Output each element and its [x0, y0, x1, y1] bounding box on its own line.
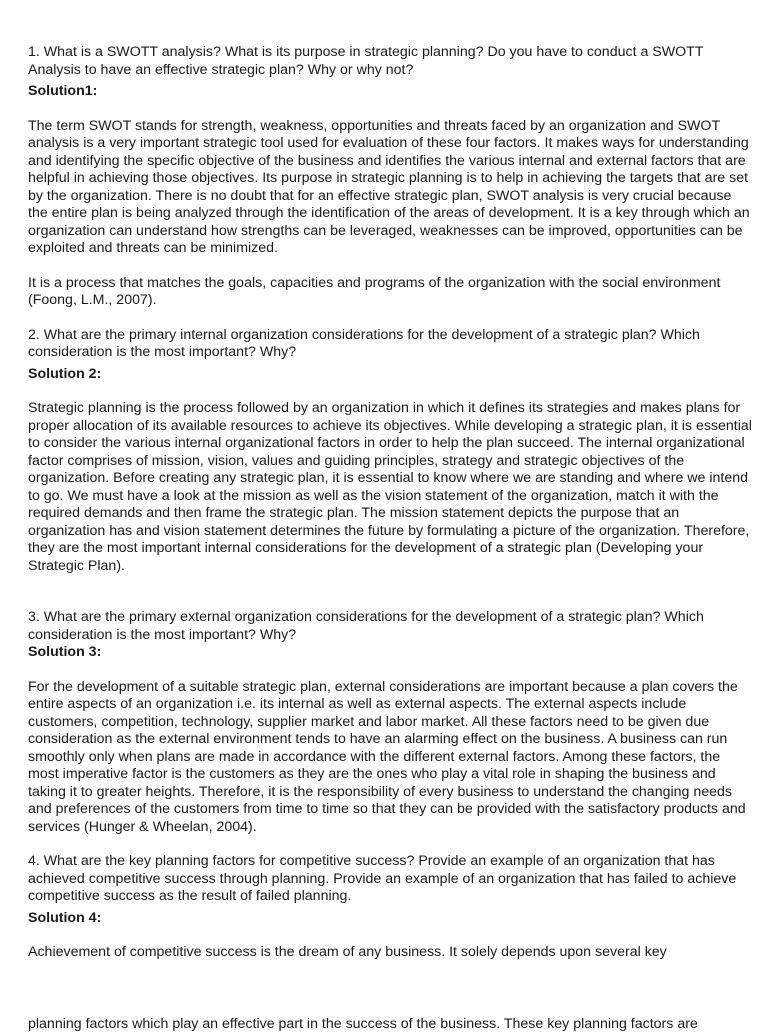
solution-1-label: Solution1:: [28, 83, 98, 99]
solution-3-paragraph-1: For the development of a suitable strategic plan, external considerations are important because a plan covers the entire aspects of an organization i.e. its internal as well as external aspects. The external aspects include customers, competition, technology, supplier market and labor market. All these factors need to be given due consideration as the external environment tends to have an alarming effect on the business. A business can run smoothly only when plans are made in accordance with the different external factors. Among these factors, the most imperative factor is the customers as they are the ones who play a vital role in shaping the business and taking it to greater heights. Therefore, it is the responsibility of every business to understand the changing needs and preferences of the customers from time to time so that they can be provided with the satisfactory products and services (Hunger & Wheelan, 2004).: [28, 678, 746, 835]
document-body: [28, 44, 753, 962]
solution-2-label: Solution 2:: [28, 365, 102, 382]
blank-line: [28, 592, 753, 609]
question-1: 1. What is a SWOTT analysis? What is its purpose in strategic planning? Do you have to conduct a SWOTT Analysis to have an effective strategic plan? Why or why not?: [28, 44, 704, 78]
solution-1-paragraph-1: The term SWOT stands for strength, weakness, opportunities and threats faced by an organization and SWOT analysis is a very important strategic tool used for evaluation of these four factors. It makes ways for understanding and identifying the specific objective of the business and identifies the various internal and external factors that are helpful in achieving those objectives. Its purpose in strategic planning is to help in achieving the targets that are set by the organization. There is no doubt that for an effective strategic plan, SWOT analysis is very crucial because the entire plan is being analyzed through the identification of the areas of development. It is a key through which an organization can understand how strengths can be leveraged, weaknesses can be improved, opportunities can be exploited and threats can be minimized.: [28, 117, 750, 256]
solution-3-label: Solution 3:: [28, 644, 102, 660]
question-2: 2. What are the primary internal organization considerations for the development of a strategic plan? Which consideration is the most important? Why?: [28, 326, 700, 360]
solution-4-paragraph-2: planning factors which play an effective part in the success of the business. These key planning factors are: [28, 1016, 698, 1032]
solution-1-paragraph-2: It is a process that matches the goals, capacities and programs of the organization with the social environment (Foong, L.M., 2007).: [28, 274, 721, 308]
solution-2-paragraph-1: Strategic planning is the process followed by an organization in which it defines its strategies and makes plans for proper allocation of its available resources to achieve its objectives. While developing a strategic plan, it is essential to consider the various internal organizational factors in order to help the plan succeed. The internal organizational factor comprises of mission, vision, values and guiding principles, strategy and strategic objectives of the organization. Before creating any strategic plan, it is essential to know where we are standing and where we intend to go. We must have a look at the mission as well as the vision statement of the organization, match it with the required demands and then frame the strategic plan. The mission statement depicts the purpose that an organization has and vision statement determines the future by formulating a picture of the organization. Therefore, they are the most important internal considerations for the development of a strategic plan (Developing your Strategic Plan).: [28, 400, 752, 574]
solution-4-label: Solution 4:: [28, 909, 102, 926]
question-4: 4. What are the key planning factors for competitive success? Provide an example of an organization that has achieved competitive success through planning. Provide an example of an organization that has failed to achieve competitive success as the result of failed planning.: [28, 853, 737, 904]
solution-4-paragraph-1: Achievement of competitive success is the dream of any business. It solely depends upon several key: [28, 944, 667, 960]
question-3: 3. What are the primary external organization considerations for the development of a strategic plan? Which consideration is the most important? Why?: [28, 609, 704, 643]
